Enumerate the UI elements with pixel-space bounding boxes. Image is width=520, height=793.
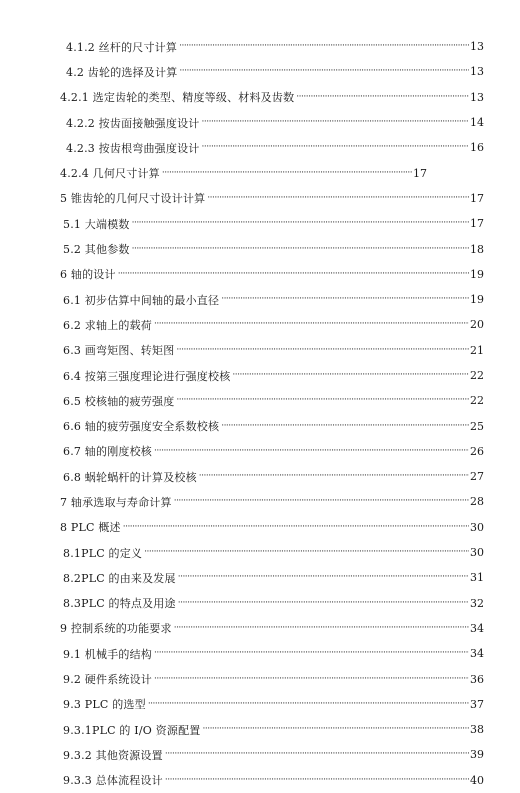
toc-entry-title: 6.2 求轴上的载荷 bbox=[63, 318, 152, 332]
toc-entry[interactable] bbox=[0, 540, 484, 565]
toc-entry-page: 40 bbox=[470, 773, 484, 787]
toc-entry-page: 13 bbox=[470, 65, 484, 79]
toc-entry-title: 4.2.2 按齿面接触强度设计 bbox=[66, 116, 200, 130]
toc-entry-page: 17 bbox=[470, 217, 484, 231]
toc-entry-title: 8.2PLC 的由来及发展 bbox=[63, 571, 176, 585]
toc-dot-leader bbox=[221, 422, 469, 431]
toc-entry[interactable] bbox=[0, 186, 484, 211]
toc-entry[interactable] bbox=[0, 565, 484, 590]
toc-entry[interactable] bbox=[0, 666, 484, 691]
toc-entry[interactable] bbox=[0, 287, 484, 312]
toc-dot-leader bbox=[118, 270, 469, 279]
toc-entry-page: 38 bbox=[470, 723, 484, 737]
toc-dot-leader bbox=[165, 776, 469, 785]
toc-entry[interactable] bbox=[0, 59, 484, 84]
toc-dot-leader bbox=[132, 219, 469, 228]
toc-entry-title: 8.1PLC 的定义 bbox=[63, 546, 143, 560]
toc-dot-leader bbox=[178, 599, 469, 608]
toc-dot-leader bbox=[179, 42, 469, 51]
toc-entry-title: 4.1.2 丝杆的尺寸计算 bbox=[66, 40, 178, 54]
toc-dot-leader bbox=[176, 346, 469, 355]
toc-entry-page: 30 bbox=[470, 520, 484, 534]
toc-dot-leader bbox=[207, 194, 469, 203]
toc-entry-title: 6.5 校核轴的疲劳强度 bbox=[63, 394, 175, 408]
toc-dot-leader bbox=[202, 143, 470, 152]
toc-entry-title: 9 控制系统的功能要求 bbox=[60, 622, 172, 636]
toc-entry-page: 18 bbox=[470, 242, 484, 256]
toc-entry[interactable] bbox=[0, 641, 484, 666]
toc-entry[interactable] bbox=[0, 262, 484, 287]
toc-entry[interactable] bbox=[0, 110, 484, 135]
toc-entry-title: 6.8 蜗轮蜗杆的计算及校核 bbox=[63, 470, 197, 484]
toc-entry-page: 32 bbox=[470, 596, 484, 610]
toc-dot-leader bbox=[154, 320, 469, 329]
table-of-contents bbox=[0, 34, 520, 793]
toc-dot-leader bbox=[174, 624, 469, 633]
toc-entry-title: 9.3 PLC 的选型 bbox=[63, 698, 146, 712]
toc-entry[interactable] bbox=[0, 439, 484, 464]
toc-entry[interactable] bbox=[0, 236, 484, 261]
toc-entry[interactable] bbox=[0, 464, 484, 489]
toc-entry[interactable] bbox=[0, 160, 427, 185]
toc-entry[interactable] bbox=[0, 388, 484, 413]
toc-entry-title: 9.3.3 总体流程设计 bbox=[63, 774, 163, 788]
toc-entry-title: 6.1 初步估算中间轴的最小直径 bbox=[63, 293, 220, 307]
toc-entry[interactable] bbox=[0, 742, 484, 767]
toc-entry-page: 26 bbox=[470, 444, 484, 458]
toc-entry[interactable] bbox=[0, 515, 484, 540]
toc-dot-leader bbox=[162, 169, 412, 178]
toc-entry-page: 37 bbox=[470, 697, 484, 711]
toc-dot-leader bbox=[154, 649, 469, 658]
toc-entry-page: 19 bbox=[470, 293, 484, 307]
toc-dot-leader bbox=[148, 700, 469, 709]
toc-entry[interactable] bbox=[0, 616, 484, 641]
toc-entry-page: 22 bbox=[470, 369, 484, 382]
toc-entry[interactable] bbox=[0, 135, 484, 160]
toc-dot-leader bbox=[154, 447, 469, 456]
toc-entry-title: 5.1 大端模数 bbox=[63, 217, 130, 231]
toc-entry-page: 22 bbox=[470, 394, 484, 408]
toc-dot-leader bbox=[144, 548, 469, 557]
toc-entry-page: 19 bbox=[470, 267, 484, 281]
toc-entry-title: 9.3.2 其他资源设置 bbox=[63, 748, 163, 762]
toc-dot-leader bbox=[221, 295, 469, 304]
toc-entry-page: 14 bbox=[470, 116, 484, 130]
toc-entry-page: 20 bbox=[470, 318, 484, 332]
toc-entry-page: 39 bbox=[470, 748, 484, 762]
toc-entry-title: 6.6 轴的疲劳强度安全系数校核 bbox=[63, 420, 220, 434]
toc-entry[interactable] bbox=[0, 692, 484, 717]
toc-entry[interactable] bbox=[0, 489, 484, 514]
toc-entry[interactable] bbox=[0, 211, 484, 236]
toc-entry-page: 21 bbox=[470, 343, 484, 357]
toc-entry-page: 17 bbox=[470, 191, 484, 205]
toc-entry-page: 31 bbox=[470, 571, 484, 585]
toc-dot-leader bbox=[132, 245, 469, 254]
toc-entry-page: 27 bbox=[470, 470, 484, 484]
toc-entry[interactable] bbox=[0, 34, 484, 59]
toc-dot-leader bbox=[296, 93, 469, 102]
toc-dot-leader bbox=[176, 396, 469, 405]
toc-entry-title: 4.2.1 选定齿轮的类型、精度等级、材料及齿数 bbox=[60, 91, 295, 105]
toc-dot-leader bbox=[154, 675, 469, 684]
toc-entry[interactable] bbox=[0, 768, 484, 793]
toc-entry-title: 5 锥齿轮的几何尺寸设计计算 bbox=[60, 192, 206, 206]
toc-entry-page: 13 bbox=[470, 90, 484, 104]
toc-dot-leader bbox=[202, 118, 470, 127]
toc-dot-leader bbox=[178, 573, 469, 582]
toc-entry-title: 6.4 按第三强度理论进行强度校核 bbox=[63, 369, 231, 383]
toc-dot-leader bbox=[179, 67, 469, 76]
toc-entry-page: 30 bbox=[470, 546, 484, 560]
toc-entry-title: 9.1 机械手的结构 bbox=[63, 647, 152, 661]
toc-entry[interactable] bbox=[0, 312, 484, 337]
toc-entry-title: 7 轴承选取与寿命计算 bbox=[60, 495, 172, 509]
toc-entry[interactable] bbox=[0, 413, 484, 438]
toc-entry-page: 25 bbox=[470, 419, 484, 433]
toc-entry-title: 8 PLC 概述 bbox=[60, 521, 121, 535]
toc-entry-title: 9.3.1PLC 的 I/O 资源配置 bbox=[63, 723, 201, 737]
toc-entry-title: 6 轴的设计 bbox=[60, 268, 116, 282]
toc-entry-title: 4.2.3 按齿根弯曲强度设计 bbox=[66, 141, 200, 155]
toc-entry-title: 6.3 画弯矩图、转矩图 bbox=[63, 344, 175, 358]
toc-entry[interactable] bbox=[0, 338, 484, 363]
toc-entry-title: 5.2 其他参数 bbox=[63, 243, 130, 257]
toc-entry-page: 13 bbox=[470, 40, 484, 54]
toc-dot-leader bbox=[199, 472, 469, 481]
toc-entry[interactable] bbox=[0, 363, 484, 388]
toc-entry-title: 4.2 齿轮的选择及计算 bbox=[66, 65, 178, 79]
toc-entry-page: 34 bbox=[470, 621, 484, 635]
toc-dot-leader bbox=[232, 371, 469, 380]
toc-entry-page: 28 bbox=[470, 495, 484, 509]
toc-entry-title: 9.2 硬件系统设计 bbox=[63, 673, 152, 687]
toc-dot-leader bbox=[174, 497, 469, 506]
toc-dot-leader bbox=[123, 523, 469, 532]
toc-entry-title: 8.3PLC 的特点及用途 bbox=[63, 597, 176, 611]
toc-dot-leader bbox=[165, 750, 469, 759]
toc-entry-page: 16 bbox=[470, 141, 484, 155]
toc-entry[interactable] bbox=[0, 717, 484, 742]
toc-entry-page: 17 bbox=[413, 166, 427, 180]
toc-entry[interactable] bbox=[0, 85, 484, 110]
toc-entry-title: 6.7 轴的刚度校核 bbox=[63, 445, 152, 459]
toc-entry-page: 36 bbox=[470, 672, 484, 686]
toc-entry-page: 34 bbox=[470, 647, 484, 661]
toc-entry[interactable] bbox=[0, 591, 484, 616]
toc-entry-title: 4.2.4 几何尺寸计算 bbox=[60, 167, 160, 181]
